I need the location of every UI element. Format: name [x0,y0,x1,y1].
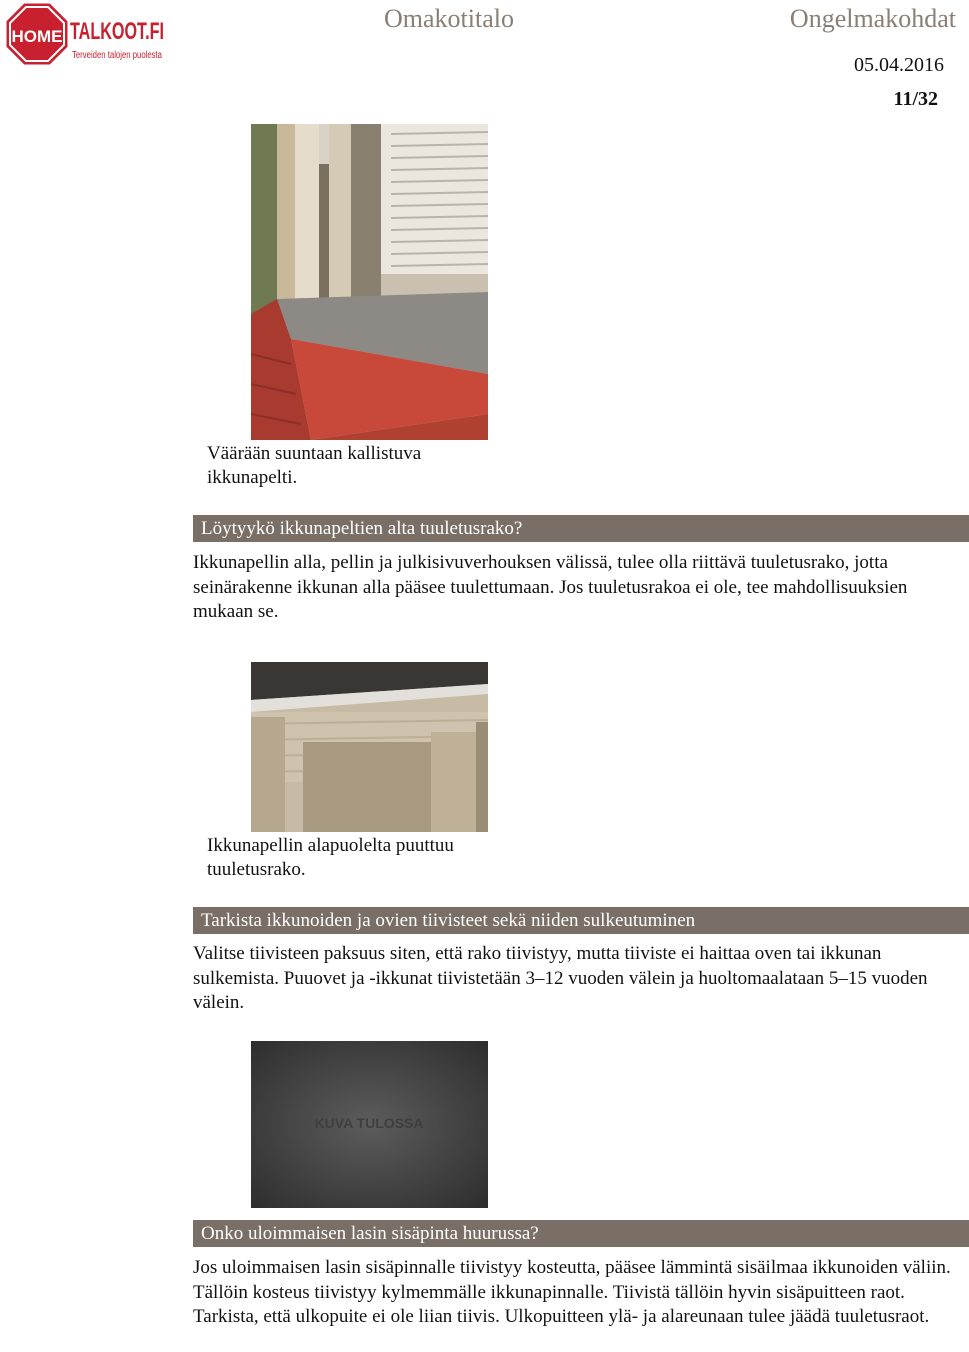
page-number: 11/32 [893,88,938,110]
hometalkoot-logo [6,2,166,64]
placeholder-photo [251,1041,488,1208]
section-heading-seals: Tarkista ikkunoiden ja ovien tiivisteet sekä niiden sulkeutuminen [193,907,969,934]
logo-tagline-text: Terveiden talojen puolesta [72,50,163,61]
placeholder-text: KUVA TULOSSA [314,1115,424,1131]
header-section-title: Omakotitalo [384,4,514,33]
photo-caption-1: Väärään suuntaan kallistuva ikkunapelti. [207,443,422,488]
window-sill-photo [251,124,488,440]
header-date: 05.04.2016 [854,54,944,76]
section-body-frost: Jos uloimmaisen lasin sisäpinnalle tiivistyy kosteutta, pääsee lämmintä sisäilmaa ikkunoiden väliin. Tällöin kosteus tiivistyy kylmemmälle ikkunapinnalle. Tiivistä tällöin hyvin sisäpuitteen raot. Tarkista, että ulkopuite ei ole liian tiivis. Ulkopuitteen ylä- ja alareunaan tulee jäädä tuuletusraot. [193,1257,951,1327]
section-body-ventilation-gap: Ikkunapellin alla, pellin ja julkisivuverhouksen välissä, tulee olla riittävä tuuletusrako, jotta seinärakenne ikkunan alla pääsee tuulettumaan. Jos tuuletusrakoa ei ole, tee mahdollisuuksien mukaan se. [193,552,908,622]
ventilation-gap-photo [251,662,488,832]
photo-caption-2: Ikkunapellin alapuolelta puuttuu tuuletusrako. [207,835,454,880]
section-heading-frost: Onko uloimmaisen lasin sisäpinta huurussa? [193,1220,969,1247]
section-body-seals: Valitse tiivisteen paksuus siten, että rako tiivistyy, mutta tiiviste ei haittaa oven tai ikkunan sulkemista. Puuovet ja -ikkunat tiivistetään 3–12 vuoden välein ja huoltomaalataan 5–15 vuoden välein. [193,943,928,1013]
section-heading-ventilation-gap: Löytyykö ikkunapeltien alta tuuletusrako? [193,515,969,542]
header-topic-title: Ongelmakohdat [789,4,956,33]
logo-home-text: HOME [11,27,63,46]
logo-brand-text: TALKOOT.FI [70,18,164,45]
